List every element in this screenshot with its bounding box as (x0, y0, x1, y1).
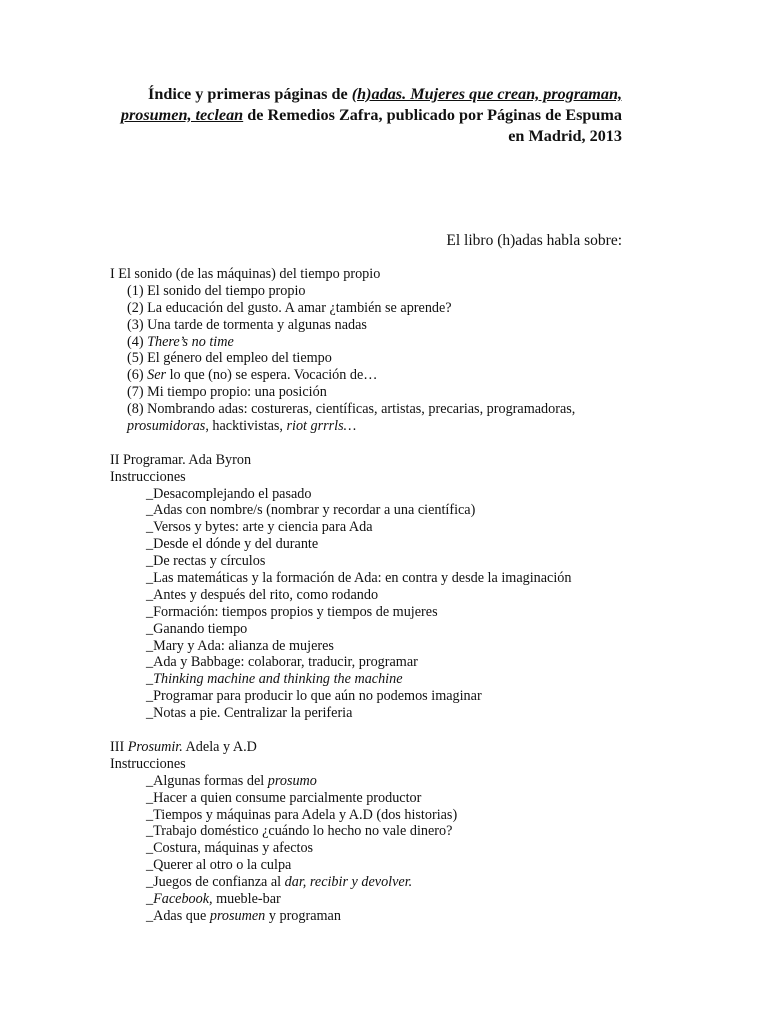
document-title (110, 84, 622, 147)
item-text: mueble-bar (212, 890, 281, 907)
toc-subitem: _Trabajo doméstico ¿cuándo lo hecho no vale dinero? (146, 823, 453, 840)
toc-subitem: _Tiempos y máquinas para Adela y A.D (dos historias) (146, 806, 458, 823)
spacer (110, 722, 630, 739)
heading-text: Adela y A.D (182, 738, 257, 755)
item-text: _ (146, 890, 154, 907)
item-italic: dar, recibir y devolver. (284, 874, 413, 891)
toc-subitem: _De rectas y círculos (146, 553, 266, 570)
item-text: , hacktivistas, (205, 418, 287, 435)
toc-subitem: _Desde el dónde y del durante (146, 536, 319, 553)
toc-item: (8) Nombrando adas: costureras, científicas, artistas, precarias, programadoras, (127, 401, 576, 418)
toc-subitem: _Adas con nombre/s (nombrar y recordar a una científica) (146, 502, 476, 519)
toc-item: (3) Una tarde de tormenta y algunas nadas (127, 316, 367, 333)
heading-number: III (110, 738, 128, 755)
toc-subitem: _Costura, máquinas y afectos (146, 840, 314, 857)
item-text: _Adas que (146, 907, 210, 924)
item-italic: prosumen (209, 907, 266, 924)
item-italic: Ser (147, 367, 167, 384)
part-3-heading (110, 739, 630, 756)
part-1-heading: I El sonido (de las máquinas) del tiempo propio (110, 266, 381, 282)
toc-item-continued (110, 418, 630, 435)
heading-italic: Prosumir. (127, 738, 183, 755)
toc-subitem: _Desacomplejando el pasado (146, 485, 312, 502)
part-2-heading: II Programar. Ada Byron (110, 451, 252, 468)
item-italic: There’s no time (147, 333, 234, 350)
toc-subitem: _Formación: tiempos propios y tiempos de mujeres (146, 603, 438, 620)
toc-subitem (110, 671, 630, 688)
item-italic: Facebook, (153, 890, 213, 907)
toc-subitem: _Las matemáticas y la formación de Ada: en contra y desde la imaginación (146, 570, 572, 587)
toc-subitem (110, 908, 630, 925)
toc-subitem (110, 773, 630, 790)
toc-subitem: _Querer al otro o la culpa (146, 857, 292, 874)
item-italic: riot grrrls… (286, 418, 357, 435)
toc-item (110, 367, 630, 384)
book-title: (h)adas. Mujeres que crean, programan, prosumen, teclean (120, 85, 622, 124)
spacer (110, 435, 630, 452)
item-text: y programan (265, 907, 341, 924)
item-italic: _Thinking machine and thinking the machine (146, 671, 403, 688)
toc-item (110, 334, 630, 351)
toc-subitem: _Ada y Babbage: colaborar, traducir, programar (146, 654, 418, 671)
toc-subitem (110, 874, 630, 891)
item-text: lo que (no) se espera. Vocación de… (166, 367, 378, 384)
title-suffix: de Remedios Zafra, publicado por Páginas de Espuma en Madrid, 2013 (243, 106, 622, 145)
toc-item: (7) Mi tiempo propio: una posición (127, 384, 327, 401)
instructions-label: Instrucciones (110, 468, 186, 485)
title-prefix: Índice y primeras páginas de (148, 85, 352, 103)
toc-subitem: _Programar para producir lo que aún no podemos imaginar (146, 688, 482, 705)
item-number: (6) (127, 367, 148, 384)
toc-item: (1) El sonido del tiempo propio (127, 282, 306, 299)
item-italic: prosumidoras (127, 418, 206, 435)
toc-subitem: _Ganando tiempo (146, 620, 248, 637)
intro-line: El libro (h)adas habla sobre: (446, 232, 622, 249)
table-of-contents (110, 266, 630, 925)
toc-subitem: _Antes y después del rito, como rodando (146, 586, 379, 603)
toc-subitem: _Hacer a quien consume parcialmente productor (146, 789, 422, 806)
toc-item: (5) El género del empleo del tiempo (127, 350, 332, 367)
instructions-label: Instrucciones (110, 755, 186, 772)
toc-subitem: _Notas a pie. Centralizar la periferia (146, 705, 353, 722)
toc-subitem (110, 891, 630, 908)
item-text: _Juegos de confianza al (146, 874, 285, 891)
item-number: (4) (127, 333, 148, 350)
item-text: _Algunas formas del (146, 772, 268, 789)
toc-subitem: _Mary y Ada: alianza de mujeres (146, 637, 334, 654)
item-italic: prosumo (267, 772, 317, 789)
toc-subitem: _Versos y bytes: arte y ciencia para Ada (146, 519, 373, 536)
toc-item: (2) La educación del gusto. A amar ¿también se aprende? (127, 299, 452, 316)
